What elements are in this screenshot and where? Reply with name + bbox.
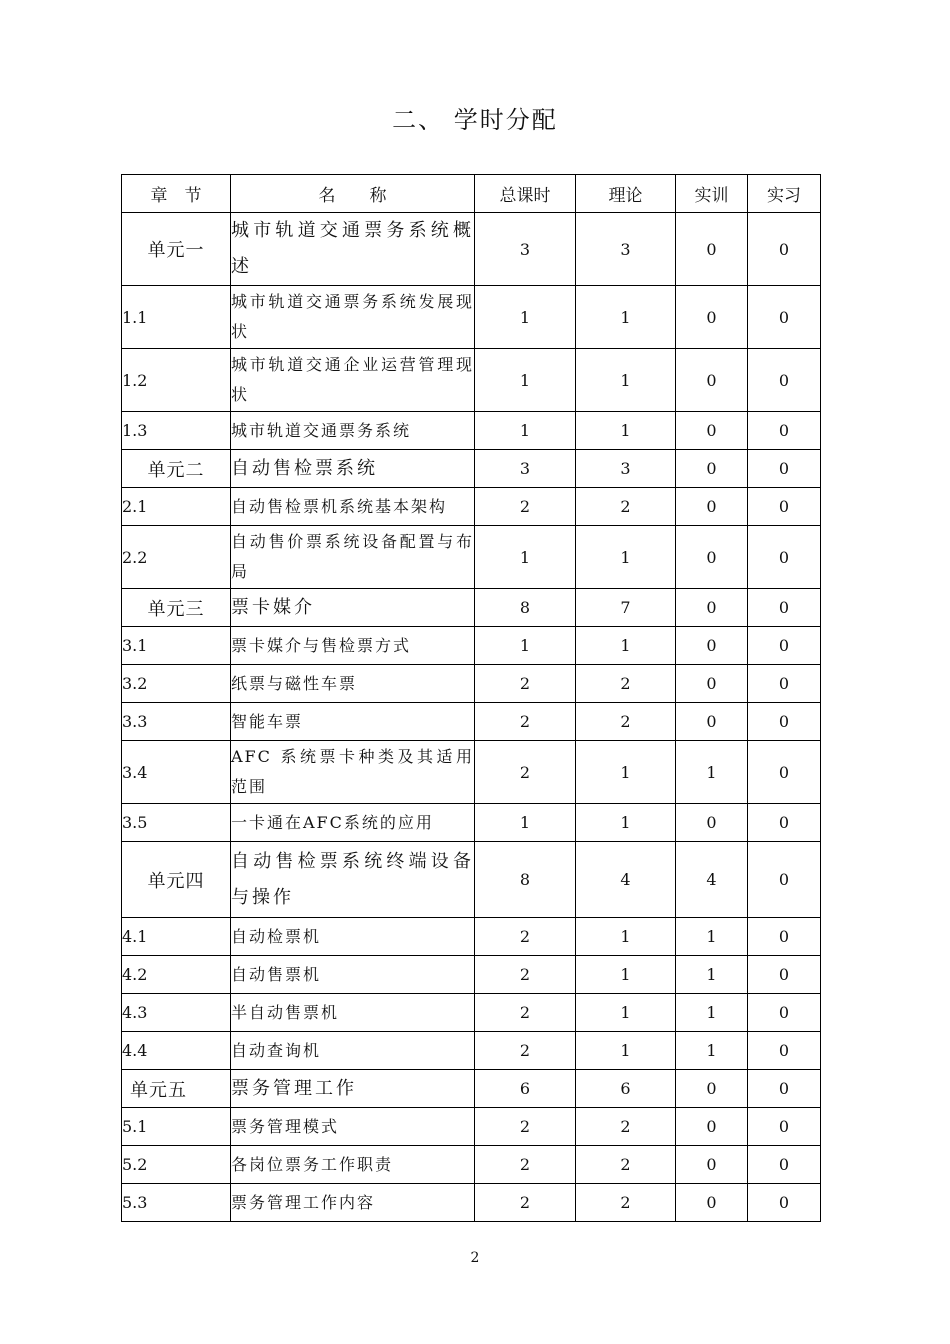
chapter-cell: 5.1: [122, 1108, 231, 1146]
table-body: [122, 213, 821, 1222]
internship-cell: 0: [748, 741, 821, 804]
training-cell: 1: [676, 994, 748, 1032]
chapter-cell: 单元四: [122, 842, 231, 918]
chapter-cell: 单元二: [122, 450, 231, 488]
table-row: [122, 804, 821, 842]
total-hours-cell: 2: [475, 1032, 576, 1070]
chapter-cell: 1.2: [122, 349, 231, 412]
chapter-cell: 1.1: [122, 286, 231, 349]
chapter-cell: 4.4: [122, 1032, 231, 1070]
name-cell: 票卡媒介与售检票方式: [231, 627, 475, 665]
chapter-cell: 单元一: [122, 213, 231, 286]
page-title: 二、 学时分配: [392, 106, 558, 134]
header-total-hours: 总课时: [475, 175, 576, 213]
training-cell: 0: [676, 804, 748, 842]
internship-cell: 0: [748, 213, 821, 286]
total-hours-cell: 2: [475, 665, 576, 703]
name-cell: AFC 系统票卡种类及其适用范围: [231, 741, 475, 804]
training-cell: 0: [676, 589, 748, 627]
name-cell: 城市轨道交通企业运营管理现状: [231, 349, 475, 412]
chapter-cell: 3.1: [122, 627, 231, 665]
page-number: 2: [470, 1250, 480, 1266]
table-row: [122, 994, 821, 1032]
table-row: [122, 956, 821, 994]
total-hours-cell: 1: [475, 412, 576, 450]
training-cell: 0: [676, 488, 748, 526]
internship-cell: 0: [748, 703, 821, 741]
training-cell: 4: [676, 842, 748, 918]
training-cell: 0: [676, 665, 748, 703]
total-hours-cell: 2: [475, 1184, 576, 1222]
theory-cell: 1: [576, 994, 676, 1032]
name-cell: 智能车票: [231, 703, 475, 741]
name-cell: 票卡媒介: [231, 589, 475, 627]
internship-cell: 0: [748, 842, 821, 918]
total-hours-cell: 2: [475, 956, 576, 994]
internship-cell: 0: [748, 412, 821, 450]
theory-cell: 2: [576, 488, 676, 526]
chapter-cell: 3.3: [122, 703, 231, 741]
internship-cell: 0: [748, 1032, 821, 1070]
unit-row: [122, 589, 821, 627]
training-cell: 0: [676, 450, 748, 488]
training-cell: 0: [676, 703, 748, 741]
training-cell: 0: [676, 1070, 748, 1108]
theory-cell: 2: [576, 1184, 676, 1222]
chapter-cell: 4.2: [122, 956, 231, 994]
chapter-cell: 4.1: [122, 918, 231, 956]
total-hours-cell: 8: [475, 842, 576, 918]
chapter-cell: 5.3: [122, 1184, 231, 1222]
chapter-cell: 5.2: [122, 1146, 231, 1184]
total-hours-cell: 1: [475, 804, 576, 842]
internship-cell: 0: [748, 286, 821, 349]
internship-cell: 0: [748, 349, 821, 412]
theory-cell: 3: [576, 450, 676, 488]
theory-cell: 1: [576, 956, 676, 994]
table-row: [122, 627, 821, 665]
theory-cell: 3: [576, 213, 676, 286]
total-hours-cell: 2: [475, 1146, 576, 1184]
name-cell: 一卡通在AFC系统的应用: [231, 804, 475, 842]
name-cell: 各岗位票务工作职责: [231, 1146, 475, 1184]
internship-cell: 0: [748, 450, 821, 488]
table-row: [122, 703, 821, 741]
theory-cell: 1: [576, 412, 676, 450]
chapter-cell: 4.3: [122, 994, 231, 1032]
theory-cell: 1: [576, 286, 676, 349]
internship-cell: 0: [748, 1184, 821, 1222]
total-hours-cell: 2: [475, 703, 576, 741]
total-hours-cell: 2: [475, 994, 576, 1032]
theory-cell: 1: [576, 526, 676, 589]
internship-cell: 0: [748, 1108, 821, 1146]
table-row: [122, 1032, 821, 1070]
table-row: [122, 526, 821, 589]
internship-cell: 0: [748, 488, 821, 526]
theory-cell: 6: [576, 1070, 676, 1108]
name-cell: 半自动售票机: [231, 994, 475, 1032]
training-cell: 0: [676, 286, 748, 349]
unit-row: [122, 450, 821, 488]
header-name: 名 称: [231, 175, 475, 213]
table-row: [122, 1146, 821, 1184]
theory-cell: 1: [576, 627, 676, 665]
chapter-cell: 2.2: [122, 526, 231, 589]
table-row: [122, 286, 821, 349]
theory-cell: 1: [576, 349, 676, 412]
hours-table: [121, 174, 821, 1222]
name-cell: 自动售票机: [231, 956, 475, 994]
theory-cell: 4: [576, 842, 676, 918]
name-cell: 城市轨道交通票务系统概述: [231, 213, 475, 286]
total-hours-cell: 8: [475, 589, 576, 627]
name-cell: 城市轨道交通票务系统发展现状: [231, 286, 475, 349]
chapter-cell: 3.4: [122, 741, 231, 804]
training-cell: 0: [676, 412, 748, 450]
total-hours-cell: 2: [475, 741, 576, 804]
name-cell: 自动售检票系统: [231, 450, 475, 488]
internship-cell: 0: [748, 526, 821, 589]
training-cell: 0: [676, 627, 748, 665]
chapter-cell: 3.2: [122, 665, 231, 703]
name-cell: 自动检票机: [231, 918, 475, 956]
theory-cell: 1: [576, 741, 676, 804]
internship-cell: 0: [748, 1146, 821, 1184]
training-cell: 0: [676, 526, 748, 589]
theory-cell: 2: [576, 1108, 676, 1146]
header-theory: 理论: [576, 175, 676, 213]
internship-cell: 0: [748, 994, 821, 1032]
internship-cell: 0: [748, 589, 821, 627]
total-hours-cell: 2: [475, 1108, 576, 1146]
name-cell: 自动售检票机系统基本架构: [231, 488, 475, 526]
theory-cell: 7: [576, 589, 676, 627]
total-hours-cell: 1: [475, 286, 576, 349]
unit-row: [122, 213, 821, 286]
theory-cell: 2: [576, 703, 676, 741]
name-cell: 自动查询机: [231, 1032, 475, 1070]
training-cell: 1: [676, 956, 748, 994]
training-cell: 0: [676, 349, 748, 412]
total-hours-cell: 1: [475, 526, 576, 589]
name-cell: 票务管理工作: [231, 1070, 475, 1108]
training-cell: 1: [676, 741, 748, 804]
table-header-row: [122, 175, 821, 213]
total-hours-cell: 1: [475, 627, 576, 665]
unit-row: [122, 1070, 821, 1108]
total-hours-cell: 6: [475, 1070, 576, 1108]
table-row: [122, 665, 821, 703]
chapter-cell: 1.3: [122, 412, 231, 450]
name-cell: 票务管理工作内容: [231, 1184, 475, 1222]
internship-cell: 0: [748, 804, 821, 842]
chapter-cell: 2.1: [122, 488, 231, 526]
total-hours-cell: 1: [475, 349, 576, 412]
chapter-cell: 单元三: [122, 589, 231, 627]
total-hours-cell: 3: [475, 213, 576, 286]
table-row: [122, 488, 821, 526]
theory-cell: 1: [576, 1032, 676, 1070]
name-cell: 自动售价票系统设备配置与布局: [231, 526, 475, 589]
table-row: [122, 1184, 821, 1222]
table-row: [122, 741, 821, 804]
total-hours-cell: 2: [475, 918, 576, 956]
theory-cell: 2: [576, 665, 676, 703]
theory-cell: 1: [576, 918, 676, 956]
chapter-cell: 单元五: [122, 1070, 231, 1108]
total-hours-cell: 2: [475, 488, 576, 526]
internship-cell: 0: [748, 918, 821, 956]
name-cell: 自动售检票系统终端设备与操作: [231, 842, 475, 918]
header-training: 实训: [676, 175, 748, 213]
internship-cell: 0: [748, 1070, 821, 1108]
table-row: [122, 918, 821, 956]
training-cell: 1: [676, 1032, 748, 1070]
training-cell: 1: [676, 918, 748, 956]
chapter-cell: 3.5: [122, 804, 231, 842]
internship-cell: 0: [748, 956, 821, 994]
training-cell: 0: [676, 1146, 748, 1184]
theory-cell: 1: [576, 804, 676, 842]
internship-cell: 0: [748, 665, 821, 703]
name-cell: 票务管理模式: [231, 1108, 475, 1146]
table-row: [122, 349, 821, 412]
header-internship: 实习: [748, 175, 821, 213]
internship-cell: 0: [748, 627, 821, 665]
theory-cell: 2: [576, 1146, 676, 1184]
training-cell: 0: [676, 1108, 748, 1146]
header-chapter: 章 节: [122, 175, 231, 213]
training-cell: 0: [676, 213, 748, 286]
name-cell: 纸票与磁性车票: [231, 665, 475, 703]
name-cell: 城市轨道交通票务系统: [231, 412, 475, 450]
training-cell: 0: [676, 1184, 748, 1222]
unit-row: [122, 842, 821, 918]
table-row: [122, 412, 821, 450]
total-hours-cell: 3: [475, 450, 576, 488]
table-row: [122, 1108, 821, 1146]
